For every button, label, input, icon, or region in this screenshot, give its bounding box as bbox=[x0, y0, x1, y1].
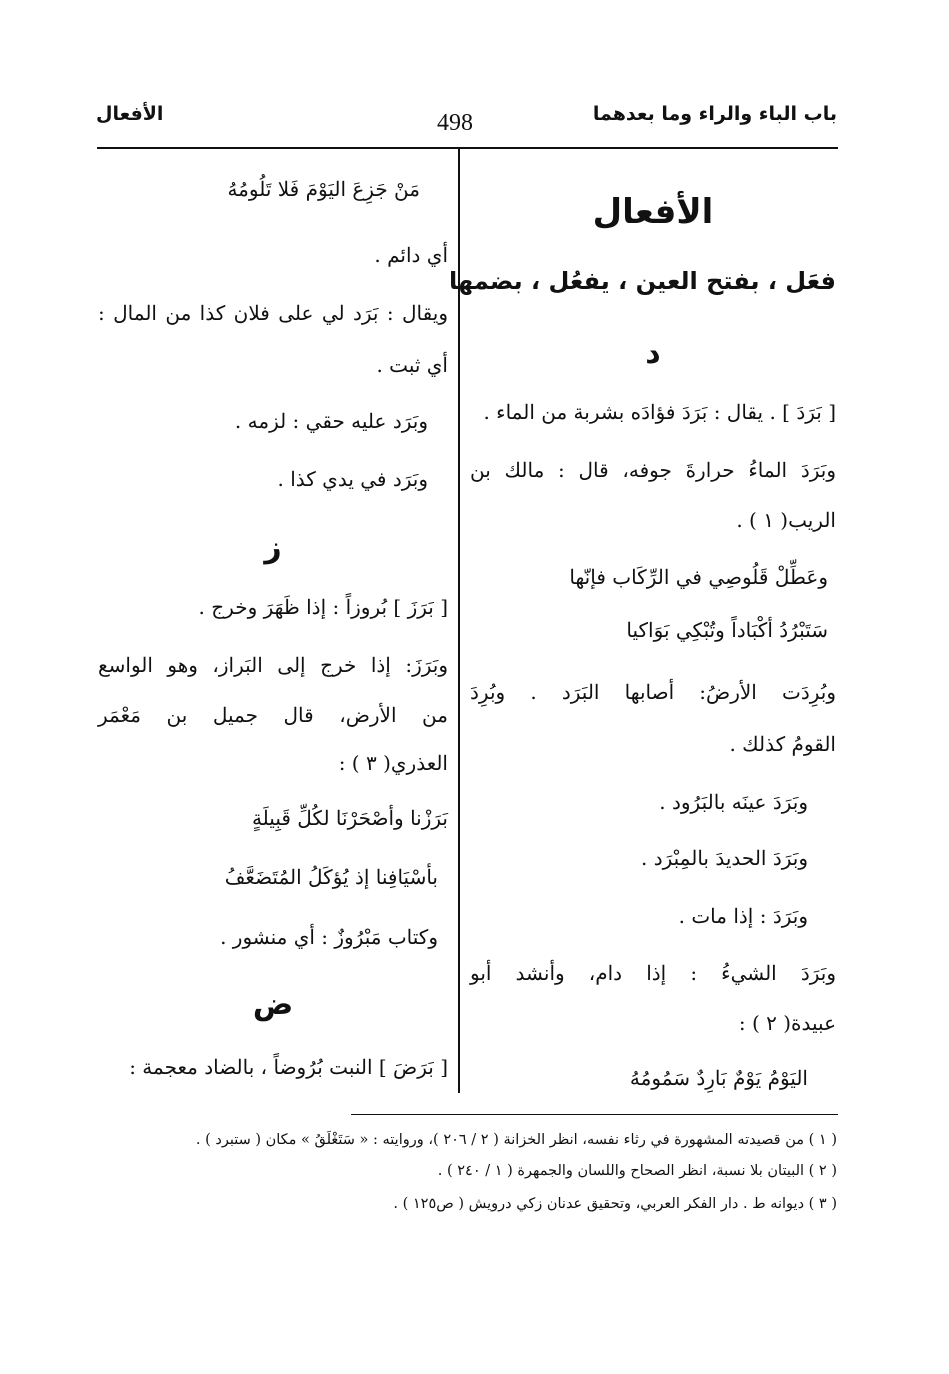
entry-line: الريب( ١ ) . bbox=[736, 508, 836, 532]
footnote: ( ١ ) من قصيدته المشهورة في رثاء نفسه، انظر الخزانة ( ٢ / ٢٠٦ )، وروايته : « سَتَغْلَقُ » مكان ( ستبرد ) . bbox=[195, 1132, 837, 1148]
entry-line: ويقال : بَرَد لي على فلان كذا من المال : bbox=[98, 301, 448, 325]
entry-line: وبَرَدَ الحديدَ بالمِبْرَد . bbox=[640, 846, 808, 870]
verse-line: وعَطِّلْ قَلُوصِي في الرِّكَاب فإنّها bbox=[569, 565, 828, 589]
running-head-section: الأفعال bbox=[96, 103, 164, 125]
verse-line: بَرَزْنا وأصْحَرْنَا لكُلِّ قَبِيلَةٍ bbox=[251, 806, 448, 830]
letter-heading-zay: ز bbox=[264, 530, 282, 565]
entry-line: وكتاب مَبْرُوزٌ : أي منشور . bbox=[220, 925, 438, 949]
footnote: ( ٣ ) ديوانه ط . دار الفكر العربي، وتحقيق عدنان زكي درويش ( ص١٢٥ ) . bbox=[393, 1196, 837, 1212]
entry-line: من الأرض، قال جميل بن مَعْمَر bbox=[98, 703, 448, 727]
entry-line: وبَرَد في يدي كذا . bbox=[277, 467, 428, 491]
entry-line: [ بَرَدَ ] . يقال : بَرَدَ فؤادَه بشربة من الماء . bbox=[483, 400, 836, 424]
letter-heading-dal: د bbox=[645, 336, 661, 371]
entry-line: أي دائم . bbox=[374, 243, 448, 267]
entry-line: وبَرَزَ: إذا خرج إلى البَراز، وهو الواسع bbox=[98, 653, 448, 677]
page-number: 498 bbox=[437, 110, 473, 136]
verse-line: مَنْ جَزِعَ اليَوْمَ فَلا تَلُومُهُ bbox=[227, 177, 420, 201]
section-title: الأفعال bbox=[592, 192, 714, 232]
footnote-rule bbox=[351, 1114, 838, 1115]
running-head-chapter: باب الباء والراء وما بعدهما bbox=[592, 103, 837, 125]
entry-line: وبَرَدَ عينَه بالبَرُود . bbox=[659, 790, 808, 814]
entry-line: [ بَرَزَ ] بُروزاً : إذا ظَهَرَ وخرج . bbox=[198, 595, 448, 619]
entry-line: وبَرَدَ : إذا مات . bbox=[678, 904, 808, 928]
section-subtitle: فعَل ، بفتح العين ، يفعُل ، بضمها bbox=[449, 267, 836, 295]
entry-line: وبَرَدَ الشيءُ : إذا دام، وأنشد أبو bbox=[470, 961, 836, 985]
entry-line: أي ثبت . bbox=[376, 353, 448, 377]
verse-line: اليَوْمُ يَوْمٌ بَارِدٌ سَمُومُهُ bbox=[629, 1066, 808, 1090]
entry-line: العذري( ٣ ) : bbox=[338, 751, 448, 775]
entry-line: وبَرَد عليه حقي : لزمه . bbox=[234, 409, 428, 433]
entry-line: [ بَرَضَ ] النبت بُرُوضاً ، بالضاد معجمة : bbox=[129, 1055, 448, 1079]
entry-line: القومُ كذلك . bbox=[729, 732, 836, 756]
letter-heading-dad: ض bbox=[252, 987, 294, 1022]
entry-line: وبَرَدَ الماءُ حرارةَ جوفه، قال : مالك بن bbox=[470, 458, 836, 482]
entry-line: وبُرِدَت الأرضُ: أصابها البَرَد . وبُرِدَ bbox=[470, 680, 836, 704]
verse-line: سَتَبْرُدُ أكْبَاداً وتُبْكِي بَوَاكيا bbox=[626, 618, 828, 642]
entry-line: عبيدة( ٢ ) : bbox=[738, 1011, 836, 1035]
header-rule bbox=[97, 147, 838, 149]
verse-line: بأسْيَافِنا إذ يُؤكَلُ المُتَضَعَّفُ bbox=[224, 865, 438, 889]
footnote: ( ٢ ) البيتان بلا نسبة، انظر الصحاح واللسان والجمهرة ( ١ / ٢٤٠ ) . bbox=[437, 1163, 837, 1179]
